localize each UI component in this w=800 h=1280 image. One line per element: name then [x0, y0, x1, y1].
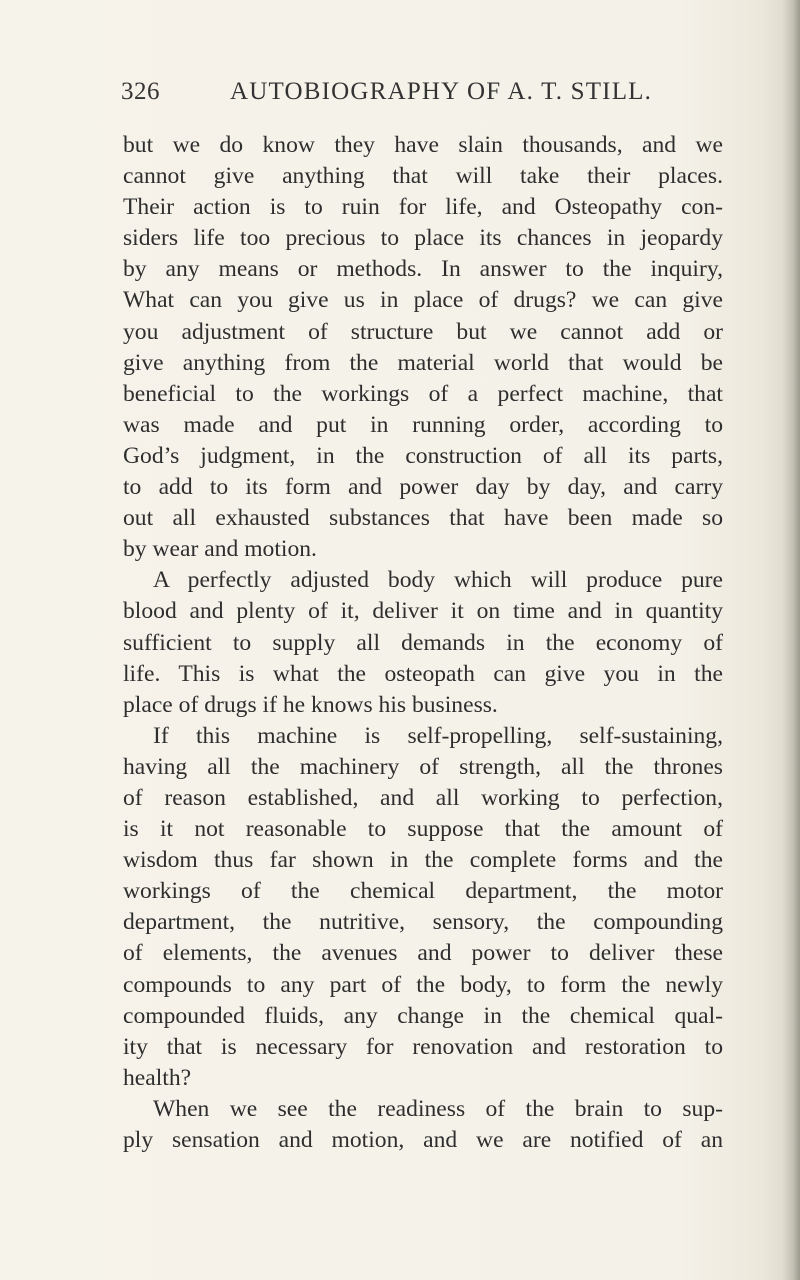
text-line: but we do know they have slain thousands, and we — [123, 132, 723, 158]
text-line: siders life too precious to place its chances in jeopardy — [123, 225, 723, 252]
text-line: you adjustment of structure but we cannot add or — [123, 318, 723, 345]
running-head: AUTOBIOGRAPHY OF A. T. STILL. — [230, 78, 653, 105]
text-line: compounds to any part of the body, to form the newly — [123, 971, 723, 998]
text-line: out all exhausted substances that have been made so — [123, 505, 723, 532]
text-line: was made and put in running order, according to — [123, 411, 723, 438]
text-line: having all the machinery of strength, all the thrones — [123, 753, 723, 780]
page-number: 326 — [121, 78, 160, 105]
page-edge-shadow — [782, 0, 800, 1280]
text-line: wisdom thus far shown in the complete forms and the — [123, 847, 723, 874]
text-line: of reason established, and all working to perfection, — [123, 784, 723, 811]
text-line: give anything from the material world that would be — [123, 349, 723, 376]
text-line: sufficient to supply all demands in the economy of — [123, 629, 723, 656]
text-line: life. This is what the osteopath can give you in the — [123, 660, 723, 687]
text-line: workings of the chemical department, the motor — [123, 878, 723, 905]
text-line: Their action is to ruin for life, and Osteopathy con- — [123, 194, 723, 221]
text-line: What can you give us in place of drugs? we can give — [123, 287, 723, 314]
text-line: by wear and motion. — [123, 536, 317, 563]
text-line: ply sensation and motion, and we are notified of an — [123, 1127, 723, 1153]
text-line: blood and plenty of it, deliver it on time and in quantity — [123, 598, 723, 625]
text-line: beneficial to the workings of a perfect machine, that — [123, 380, 723, 407]
text-line: If this machine is self-propelling, self-sustaining, — [153, 722, 723, 749]
text-line: of elements, the avenues and power to deliver these — [123, 940, 723, 967]
text-line: by any means or methods. In answer to the inquiry, — [123, 256, 723, 283]
text-line: to add to its form and power day by day, and carry — [123, 474, 723, 501]
text-line: compounded fluids, any change in the chemical qual- — [123, 1002, 723, 1029]
text-line: A perfectly adjusted body which will produce pure — [153, 567, 723, 594]
text-line: department, the nutritive, sensory, the compounding — [123, 909, 723, 936]
text-line: place of drugs if he knows his business. — [123, 691, 498, 718]
text-line: When we see the readiness of the brain to sup- — [153, 1095, 723, 1122]
text-line: God’s judgment, in the construction of all its parts, — [123, 442, 723, 469]
page-header — [121, 78, 721, 108]
text-line: cannot give anything that will take their places. — [123, 163, 723, 190]
text-line: is it not reasonable to suppose that the amount of — [123, 816, 723, 843]
text-line: health? — [123, 1064, 192, 1091]
body-text — [123, 130, 723, 1156]
text-line: ity that is necessary for renovation and restoration to — [123, 1033, 723, 1060]
